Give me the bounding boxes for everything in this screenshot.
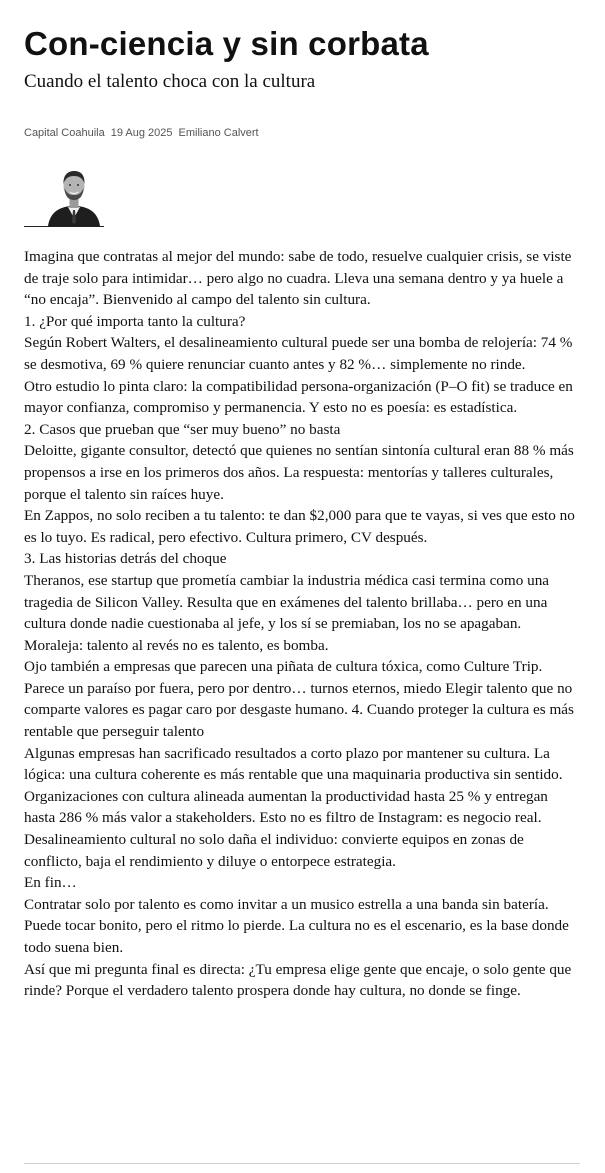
paragraph: En Zappos, no solo reciben a tu talento: te dan $2,000 para que te vayas, si ves que esto no es lo tuyo. Es radical, pero efectivo. Cultura primero, CV después.: [24, 507, 575, 546]
paragraph: Así que mi pregunta final es directa: ¿Tu empresa elige gente que encaje, o solo gente que rinde? Porque el verdadero talento prospera donde hay cultura, no donde se finge.: [24, 960, 572, 1000]
article-subtitle: Cuando el talento choca con la cultura: [24, 71, 316, 92]
article-meta: [24, 126, 580, 140]
section-heading: 1. ¿Por qué importa tanto la cultura?: [24, 312, 246, 330]
article-title: Con-ciencia y sin corbata: [24, 25, 429, 62]
article: [24, 0, 580, 1002]
paragraph: Organizaciones con cultura alineada aumentan la productividad hasta 25 % y entregan hasta 286 % más valor a stakeholders. Esto no es filtro de Instagram: es negocio real.: [24, 787, 548, 827]
paragraph: En fin…: [24, 874, 77, 892]
paragraph: Algunas empresas han sacrificado resultados a corto plazo por mantener su cultura. La lógica: una cultura coherente es más rentable que una maquinaria productiva sin sentido.: [24, 744, 563, 784]
paragraph: Según Robert Walters, el desalineamiento cultural puede ser una bomba de relojería: 74 % se desmotiva, 69 % quiere renunciar cuanto antes y 82 %… simplemente no rinde.: [24, 334, 573, 373]
paragraph: Desalineamiento cultural no solo daña el individuo: convierte equipos en zonas de conflicto, baja el rendimiento y diluye o entorpece estrategia.: [24, 831, 524, 870]
paragraph: Otro estudio lo pinta claro: la compatibilidad persona-organización (P–O fit) se traduce en mayor confianza, compromiso y permanencia. Y esto no es poesía: es estadística.: [24, 377, 573, 417]
section-heading: 2. Casos que prueban que “ser muy bueno” no basta: [24, 420, 341, 438]
section-heading: 3. Las historias detrás del choque: [24, 550, 227, 568]
publish-date: 19 Aug 2025: [110, 127, 173, 139]
paragraph: Imagina que contratas al mejor del mundo: sabe de todo, resuelve cualquier crisis, se viste de traje solo para intimidar… pero algo no cuadra. Lleva una semana dentro y ya huele a “no encaja”. Bienvenido al campo del talento sin cultura.: [24, 248, 572, 309]
article-body: [24, 246, 580, 1002]
paragraph: Theranos, ese startup que prometía cambiar la industria médica casi termina como una tragedia de Silicon Valley. Resulta que en exámenes del talento brillaba… pero en una cultura donde nadie cuestionaba al jefe, y los sí se premiaban, los no se apagaban. Moraleja: talento al revés no es talento, es bomba.: [24, 571, 550, 654]
footer-divider: [24, 1163, 580, 1164]
author-name[interactable]: Emiliano Calvert: [178, 127, 259, 139]
publication-name[interactable]: Capital Coahuila: [24, 127, 105, 139]
author-avatar: [24, 166, 104, 227]
author-photo-icon: [44, 166, 104, 226]
paragraph: Ojo también a empresas que parecen una piñata de cultura tóxica, como Culture Trip. Parece un paraíso por fuera, pero por dentro… turnos eternos, miedo Elegir talento que no comparte valores es pagar caro por desgaste humano. 4. Cuando proteger la cultura es más rentable que perseguir talento: [24, 658, 574, 741]
paragraph: Deloitte, gigante consultor, detectó que quienes no sentían sintonía cultural eran 88 % más propensos a irse en los primeros dos años. La respuesta: mentorías y talleres culturales, porque el talento sin raíces huye.: [24, 442, 574, 503]
paragraph: Contratar solo por talento es como invitar a un musico estrella a una banda sin batería. Puede tocar bonito, pero el ritmo lo pierde. La cultura no es el escenario, es la base donde todo suena bien.: [24, 895, 569, 956]
